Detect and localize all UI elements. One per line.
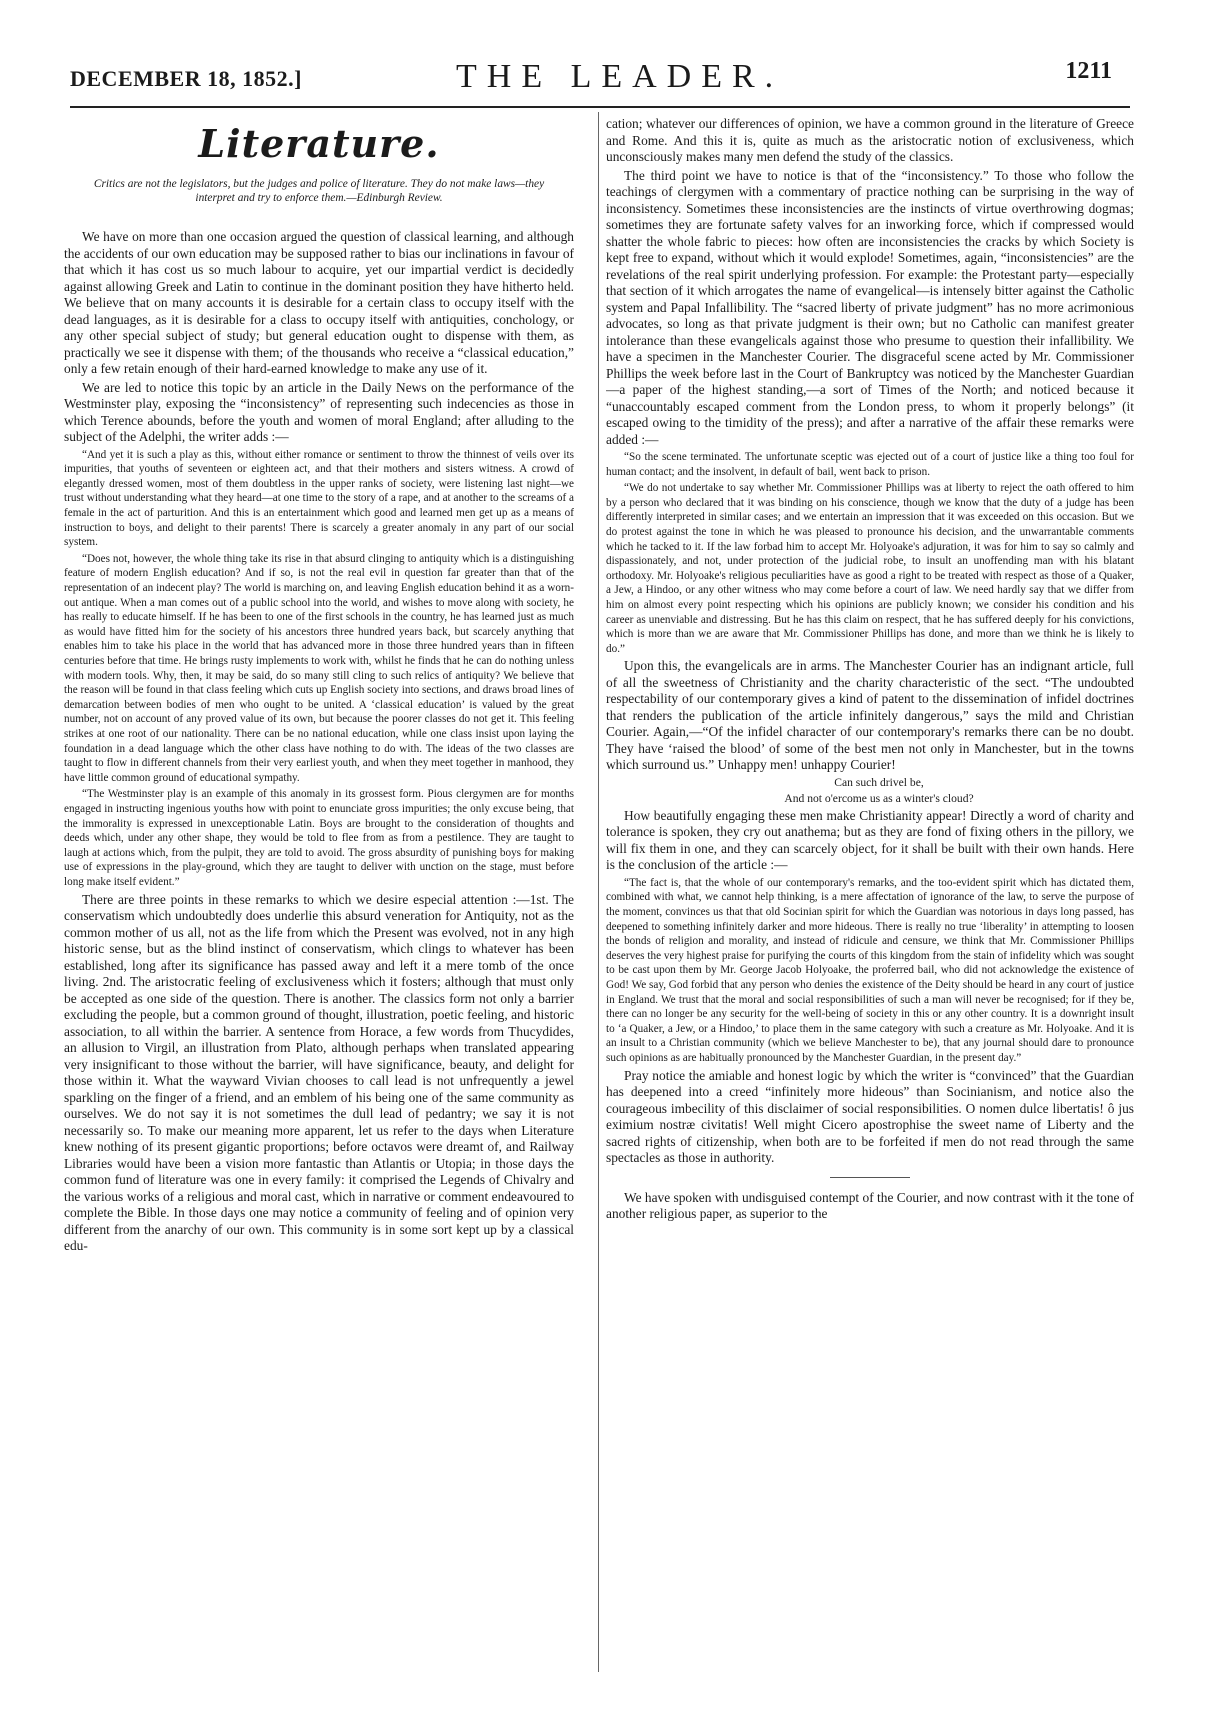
paragraph: Upon this, the evangelicals are in arms. The Manchester Courier has an indignant article, full of all the sweetness of Christianity and the charity characteristic of the sect. “The undoubted respectability of our contemporary gives a kind of patent to the dissemination of infidel doctrines that renders the publication of the article infinitely dangerous,” says the mild and Christian Courier. Again,—“Of the infidel character of our contemporary's remarks there can be no doubt. They have ‘raised the blood’ of some of the best men not only in Manchester, but in the towns which surround us.” Unhappy men! unhappy Courier! <box>606 658 1134 773</box>
verse-line: Can such drivel be, <box>834 775 924 789</box>
section-separator <box>830 1177 910 1178</box>
left-column <box>64 116 574 1676</box>
paragraph: cation; whatever our differences of opinion, we have a common ground in the literature of Greece and Rome. And this it is, quite as much as the aristocratic notion of exclusiveness, which unconsciously makes many men defend the study of the classics. <box>606 116 1134 164</box>
quoted-paragraph: “We do not undertake to say whether Mr. Commissioner Phillips was at liberty to reject the oath offered to him by a person who declared that it was binding on his conscience, though we know that the duty of a judge has been differently interpreted in similar cases; and we entertain an impression that it was exceeded on this occasion. But we do protest against the tone in which he was pleased to pronounce his decision, and the unwarrantable comments which he tacked to it. If the law forbad him to accept Mr. Holyoake's adjuration, it was for him to say so calmly and dispassionately, and not, under protection of the judicial robe, to insult an unoffending man with his blatant orthodoxy. Mr. Holyoake's religious peculiarities have as good a right to be treated with respect as those of a Quaker, a Jew, a Hindoo, or any other witness who may come before a court of law. We need hardly say that we differ from him on almost every point respecting which his opinions are publicly known; we consider his condition and his career as unenviable and distressing. But he has this claim on respect, that he has suffered deeply for his convictions, which is more than we are aware that Mr. Commissioner Phillips has done, and more than we think he is likely to do.” <box>606 482 1134 655</box>
quoted-paragraph: “And yet it is such a play as this, without either romance or sentiment to throw the thinnest of veils over its impurities, that youths of seventeen or eighteen act, and that their mothers and sisters witness. A crowd of elegantly dressed women, most of them doubtless in the upper ranks of society, were listening last night—we trust without understanding what they heard—at one time to the story of a rape, and at another to the screams of a female in the act of parturition. And this is an entertainment which good and learned men get up as a means of instruction to boys, and delight to their parents! There is scarcely a greater anomaly in any part of our social system. <box>64 448 574 549</box>
paragraph: We have spoken with undisguised contempt of the Courier, and now contrast with it the tone of another religious paper, as superior to the <box>606 1189 1134 1222</box>
masthead <box>70 46 1130 108</box>
paragraph: We are led to notice this topic by an article in the Daily News on the performance of the Westminster play, exposing the “inconsistency” of representing such indecencies as those in which Terence abounds, before the youth and women of moral England; after alluding to the subject of the Adelphi, the writer adds :— <box>64 379 574 445</box>
quoted-paragraph: “Does not, however, the whole thing take its rise in that absurd clinging to antiquity which is a distinguishing feature of modern English education? And if so, is not the real evil in question far greater than that of the representation of an indecent play? The world is marching on, and leaving English education behind it as a worn-out antique. When a man comes out of a public school into the world, and wishes to move along with society, he has really to educate himself. If he has been to one of the first schools in the country, he has learned just as much as would have fitted him for the society of his ancestors three hundred years back, but scarcely anything that enables him to take his place in the world that has advanced more in those three hundred years than in fifteen centuries before that time. He brings rusty implements to work with, whilst he finds that he can do nothing unless with modern tools. Why, then, it may be said, do so many still cling to such relics of antiquity? We believe that the reason will be found in that class feeling which cuts up English society into sections, and draws broad lines of demarcation between bodies of men who ought to be united. A ‘classical education’ is valued by the great number, not on account of any proved value of its own, but because the poorer classes do not get it. This feeling strikes at one root of our nationality. There can be no national education, while one class insist upon laying the foundation in a dead language which the other class have nothing to do with. The ideas of the two classes are taught to flow in different channels from their very earliest youth, and when they meet together in manhood, they have little common ground of educational sympathy. <box>64 552 574 784</box>
section-heading: Literature. <box>198 121 440 166</box>
paragraph: We have on more than one occasion argued the question of classical learning, and although the accidents of our own education may be supposed rather to bias our inclinations in favour of that which it has cost us so much labour to acquire, yet our impartial verdict is decidedly against allowing Greek and Latin to continue in the dominant position they have hitherto held. We believe that on many accounts it is desirable for a certain class to occupy itself with the dead languages, as it is desirable for a class to occupy itself with antiquities, conchology, or any other special subject of study; but general education ought to dispense with them, as practically we see it dispense with them; of the thousands who receive a “classical education,” only a few retain enough of their hard-earned knowledge to make any use of it. <box>64 229 574 377</box>
page-number: 1211 <box>1065 58 1112 84</box>
column-divider <box>598 112 599 1672</box>
quoted-paragraph: “The fact is, that the whole of our contemporary's remarks, and the too-evident spirit which has dictated them, combined with what, we cannot help thinking, is a mere affectation of ignorance of the law, to serve the purpose of the moment, convinces us that that old Socinian spirit for which the Guardian was notorious in days long passed, has deepened to something infinitely darker and more hideous. There is really no true ‘liberality’ in attempting to loosen the bonds of religion and morality, and instead of ridicule and censure, we think that Mr. Commissioner Phillips deserves the very highest praise for purifying the courts of this kingdom from the stain of infidelity which was sought to be cast upon them by Mr. George Jacob Holyoake, the proferred bail, who did not acknowledge the existence of God! We say, God forbid that any person who denies the existence of the Deity should be heard in any court of justice in England. We trust that the moral and social responsibilities of such a man will never be recognised; for if they be, there can no longer be any security for the well-being of society in this or any other country. It is a downright insult to ‘a Quaker, a Jew, or a Hindoo,’ to place them in the same category with such a creature as Mr. Holyoake. And it is an insult to a Christian community (which we believe Manchester to be), that any journal should dare to pronounce such opinions as are habitually pronounced by the Manchester Guardian, in the present day.” <box>606 876 1134 1064</box>
right-column <box>606 116 1134 1676</box>
paragraph: Pray notice the amiable and honest logic by which the writer is “convinced” that the Guardian has deepened into a creed “infinitely more hideous” than Socinianism, and notice also the courageous imbecility of this disclaimer of social responsibilities. O nomen dulce libertatis! ô jus eximium nostræ civitatis! Well might Cicero apostrophise the sweet name of Liberty and the sacred rights of citizenship, when both are to be forfeited if men do not read through the same spectacles as those in authority. <box>606 1067 1134 1166</box>
issue-date: DECEMBER 18, 1852.] <box>70 66 302 91</box>
paragraph: How beautifully engaging these men make Christianity appear! Directly a word of charity and tolerance is spoken, they cry out anathema; but as they are fond of fixing others in the pillory, we will fix them in one, and they can scarcely object, for it shall be built with their own hands. Here is the conclusion of the article :— <box>606 807 1134 873</box>
verse-line: And not o'ercome us as a winter's cloud? <box>784 791 974 805</box>
quoted-paragraph: “So the scene terminated. The unfortunate sceptic was ejected out of a court of justice like a thing too foul for human contact; and the insolvent, in default of bail, went back to prison. <box>606 451 1134 478</box>
paragraph: The third point we have to notice is that of the “inconsistency.” To those who follow the teachings of clergymen with a commentary of practice nothing can be surprising in the way of inconsistency. Sometimes these inconsistencies are the instincts of virtue overthrowing dogmas; sometimes they are fortunate safety valves for an inworking force, which if compressed would shatter the whole fabric to pieces: how often are inconsistencies the cracks by which Society is kept free to expand, without which it would explode! Sometimes, again, “inconsistencies” are the revelations of the real spirit underlying profession. For example: the Protestant party—especially that section of it which arrogates the name of evangelical—is intensely bitter against the Catholic system and Papal Infallibility. The “sacred liberty of private judgment” has no more acrimonious advocates, so long as that private judgment is their own; but no Catholic can manifest greater intolerance than these evangelicals against those who presume to question their infallibility. We have a specimen in the Manchester Courier. The disgraceful scene acted by Mr. Commissioner Phillips the week before last in the Court of Bankruptcy was noticed by the Manchester Guardian—a paper of the highest standing,—a sort of Times of the North; and noticed because it “unaccountably escaped comment from the London press, to whom it properly belongs” (it escaped owing to the timidity of the press); and after a narrative of the affair these remarks were added :— <box>606 167 1134 447</box>
epigraph: Critics are not the legislators, but the judges and police of literature. They do not make laws—they interpret and try to enforce them.—Edinburgh Review. <box>93 178 545 204</box>
newspaper-title: THE LEADER. <box>456 58 784 95</box>
quoted-paragraph: “The Westminster play is an example of this anomaly in its grossest form. Pious clergymen are for months engaged in instructing ingenious youths how with point to enunciate gross impurities; the only excuse being, that the immorality is expressed in unexceptionable Latin. Boys are brought to the consideration of thoughts and deeds which, under any other shape, they would be told to flee from as from a pestilence. They are taught to laugh at actions which, from the pulpit, they are told to avoid. The gross absurdity of punishing boys for making use of expressions in the play-ground, which they are taught to deliver with unction on the stage, must before long make itself evident.” <box>64 788 574 888</box>
paragraph: There are three points in these remarks to which we desire especial attention :—1st. The conservatism which undoubtedly does underlie this absurd veneration for Antiquity, not as the common mother of us all, not as the life from which the Present was evolved, not in any high historic sense, but as the blind instinct of conservatism, which clings to whatever has been established, long after its significance has passed away and left it a mere tomb of the once living. 2nd. The aristocratic feeling of exclusiveness which it fosters; although that must only be accepted as one side of the question. There is another. The classics form not only a barrier excluding the people, but a common ground of thought, illustration, poetic feeling, and historic association, to all within the barrier. A sentence from Horace, a few words from Thucydides, an allusion to Virgil, an illustration from Plato, although perhaps when translated appearing very insignificant to those without the barrier, will have significance, beauty, and delight for those within it. What the wayward Vivian chooses to call lead is not unfrequently a jewel sparkling on the finger of a friend, and an emblem of his being one of the same community as ourselves. We do not say it is not sometimes the dull lead of pedantry; we say it is not necessarily so. To make our meaning more apparent, let us refer to the days when Literature knew nothing of its present gigantic proportions; before octavos were dreamt of, and Railway Libraries would have been a vision more fantastic than Atlantis or Utopia; in those days the common fund of literature was one in every family: it comprised the Legends of Chivalry and the various works of a religious and moral cast, which in narrative or comment endeavoured to complete the Bible. In those days one may notice a community of feeling and of opinion very different from the anarchy of our own. This community is in some sort kept up by a classical edu- <box>64 891 574 1253</box>
